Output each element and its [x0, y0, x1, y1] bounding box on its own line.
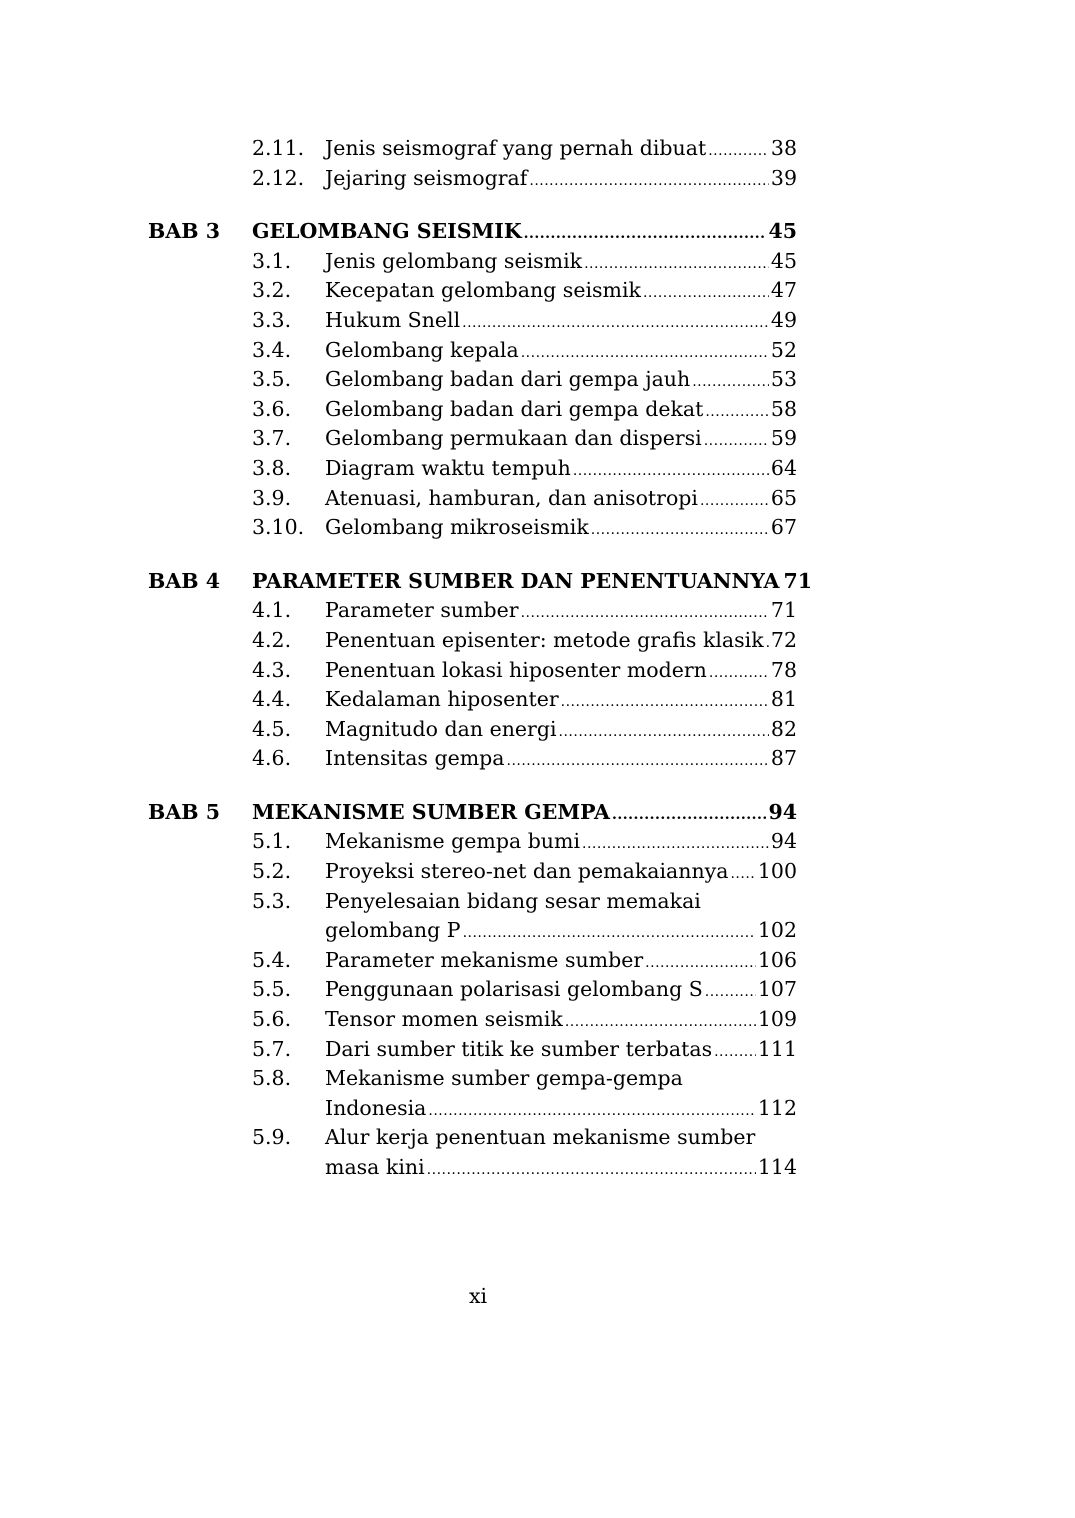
page-ref: 112 [757, 1095, 797, 1120]
dot-leader [529, 167, 769, 197]
page-ref: 106 [757, 947, 797, 972]
section-title: Parameter mekanisme sumber [325, 947, 644, 972]
toc-row [0, 827, 1075, 857]
page-ref: 72 [770, 627, 797, 652]
page-ref: 107 [757, 977, 797, 1002]
section-entry [325, 395, 797, 428]
page-ref: 71 [783, 568, 812, 593]
section-title-line: Penyelesaian bidang sesar memakai [325, 888, 701, 913]
section-entry [325, 827, 797, 860]
page-number: xi [468, 1284, 488, 1308]
toc-row [0, 365, 1075, 395]
section-number: 5.9. [252, 1125, 292, 1150]
section-title: Kecepatan gelombang seismik [325, 278, 641, 303]
toc-row [0, 656, 1075, 686]
dot-leader [708, 137, 769, 167]
toc-row [0, 1123, 1075, 1153]
section-entry [325, 306, 797, 339]
page-ref: 94 [770, 829, 797, 854]
section-title: Jenis gelombang seismik [325, 248, 583, 273]
section-title: Tensor momen seismik [325, 1007, 563, 1032]
chapter-entry [252, 217, 797, 250]
section-entry [325, 164, 797, 197]
dot-leader [704, 427, 769, 457]
section-title: Gelombang badan dari gempa dekat [325, 396, 704, 421]
page-ref: 45 [768, 219, 797, 244]
toc-chapter-row [0, 567, 1075, 597]
page-ref: 82 [770, 716, 797, 741]
dot-leader [730, 860, 755, 890]
toc-row [0, 946, 1075, 976]
toc-row [0, 306, 1075, 336]
section-title: Indonesia [325, 1095, 427, 1120]
chapter-title: PARAMETER SUMBER DAN PENENTUANNYA [252, 568, 780, 593]
page-ref: 114 [757, 1155, 797, 1179]
section-entry [325, 656, 797, 689]
page-ref: 78 [770, 657, 797, 682]
toc-row [0, 1064, 1075, 1094]
section-gap [0, 543, 1075, 567]
dot-leader [643, 279, 769, 309]
chapter-title: MEKANISME SUMBER GEMPA [252, 799, 610, 824]
section-title: Penentuan episenter: metode grafis klasik [325, 627, 764, 652]
toc-row [0, 1035, 1075, 1065]
dot-leader [705, 398, 769, 428]
section-title: Kedalaman hiposenter [325, 687, 559, 712]
toc-row [0, 395, 1075, 425]
section-number: 3.9. [252, 485, 292, 510]
toc-row [0, 134, 1075, 164]
section-entry [325, 626, 797, 659]
section-number: 4.2. [252, 627, 292, 652]
section-number: 3.5. [252, 367, 292, 392]
page-ref: 94 [768, 799, 797, 824]
section-number: 3.10. [252, 515, 305, 540]
toc-row [0, 336, 1075, 366]
page-ref: 52 [770, 337, 797, 362]
chapter-label: BAB 3 [148, 219, 220, 244]
dot-leader [645, 949, 756, 979]
section-number: 3.3. [252, 307, 292, 332]
dot-leader [591, 516, 769, 546]
section-number: 4.3. [252, 657, 292, 682]
dot-leader [463, 919, 756, 949]
section-title: Diagram waktu tempuh [325, 455, 571, 480]
page-ref: 65 [770, 485, 797, 510]
toc-row [0, 975, 1075, 1005]
section-title: Penggunaan polarisasi gelombang S [325, 977, 703, 1002]
section-entry [325, 685, 797, 718]
toc-row [0, 164, 1075, 194]
section-number: 3.4. [252, 337, 292, 362]
section-number: 3.2. [252, 278, 292, 303]
section-title-line: Alur kerja penentuan mekanisme sumber [325, 1125, 756, 1150]
toc-row [0, 484, 1075, 514]
dot-leader [559, 718, 769, 748]
dot-leader [507, 747, 769, 777]
page-ref: 71 [770, 598, 797, 623]
section-title: Jejaring seismograf [325, 165, 528, 190]
page-ref: 87 [770, 746, 797, 771]
section-title: gelombang P [325, 918, 461, 943]
page-ref: 58 [770, 396, 797, 421]
section-entry [325, 975, 797, 1008]
dot-leader [766, 629, 769, 659]
section-entry [325, 247, 797, 280]
dot-leader [709, 659, 769, 689]
dot-leader [462, 309, 769, 339]
dot-leader [565, 1008, 756, 1038]
dot-leader [692, 368, 769, 398]
dot-leader [584, 250, 769, 280]
dot-leader [573, 457, 769, 487]
toc-row [0, 887, 1075, 917]
section-title: Jenis seismograf yang pernah dibuat [325, 136, 707, 160]
page-ref: 45 [770, 248, 797, 273]
section-entry [325, 1005, 797, 1038]
section-number: 3.6. [252, 396, 292, 421]
section-title: Magnitudo dan energi [325, 716, 557, 741]
section-entry [325, 744, 797, 777]
toc-row-continuation [0, 1094, 1075, 1124]
section-title: Gelombang kepala [325, 337, 519, 362]
section-entry [325, 857, 797, 890]
page-ref: 102 [757, 918, 797, 943]
section-entry [325, 276, 797, 309]
chapter-label: BAB 5 [148, 799, 220, 824]
dot-leader [428, 1097, 755, 1127]
section-title: masa kini [325, 1155, 425, 1179]
toc-row [0, 424, 1075, 454]
toc-row [0, 513, 1075, 543]
section-number: 5.4. [252, 947, 292, 972]
toc-row [0, 596, 1075, 626]
chapter-label: BAB 4 [148, 568, 220, 593]
section-title: Proyeksi stereo-net dan pemakaiannya [325, 859, 729, 884]
section-number: 4.1. [252, 598, 292, 623]
dot-leader [524, 220, 767, 250]
section-entry [325, 946, 797, 979]
page-ref: 111 [757, 1036, 797, 1061]
section-number: 4.5. [252, 716, 292, 741]
section-number: 4.4. [252, 687, 292, 712]
section-number: 3.1. [252, 248, 292, 273]
toc-row [0, 857, 1075, 887]
chapter-entry [252, 798, 797, 831]
section-title: Hukum Snell [325, 307, 461, 332]
page-ref: 38 [770, 136, 797, 160]
chapter-title: GELOMBANG SEISMIK [252, 219, 522, 244]
chapter-entry [252, 567, 812, 600]
section-entry [325, 1035, 797, 1068]
section-title: Gelombang badan dari gempa jauh [325, 367, 691, 392]
section-entry [325, 1153, 797, 1186]
section-title: Parameter sumber [325, 598, 519, 623]
page-ref: 47 [770, 278, 797, 303]
page-ref: 109 [757, 1007, 797, 1032]
section-title: Penentuan lokasi hiposenter modern [325, 657, 707, 682]
section-entry [325, 336, 797, 369]
toc-row-continuation [0, 1153, 1075, 1183]
table-of-contents [0, 134, 1075, 1183]
page-ref: 67 [770, 515, 797, 540]
section-entry [325, 596, 797, 629]
toc-row [0, 454, 1075, 484]
page-ref: 100 [757, 859, 797, 884]
dot-leader [705, 978, 756, 1008]
section-entry [325, 715, 797, 748]
page-ref: 39 [770, 165, 797, 190]
toc-row-continuation [0, 916, 1075, 946]
page-ref: 49 [770, 307, 797, 332]
section-title: Mekanisme gempa bumi [325, 829, 581, 854]
section-number: 3.7. [252, 426, 292, 451]
section-number: 5.2. [252, 859, 292, 884]
section-title: Atenuasi, hamburan, dan anisotropi [325, 485, 698, 510]
page-ref: 81 [770, 687, 797, 712]
section-number: 2.12. [252, 165, 305, 190]
page-ref: 64 [770, 455, 797, 480]
toc-row [0, 685, 1075, 715]
toc-row [0, 744, 1075, 774]
section-entry [325, 513, 797, 546]
section-title-line: Mekanisme sumber gempa-gempa [325, 1066, 683, 1091]
section-entry [325, 484, 797, 517]
dot-leader [612, 801, 767, 831]
section-gap [0, 193, 1075, 217]
dot-leader [700, 487, 769, 517]
section-number: 5.3. [252, 888, 292, 913]
section-entry [325, 424, 797, 457]
section-number: 5.8. [252, 1066, 292, 1091]
section-number: 5.7. [252, 1036, 292, 1061]
section-entry [325, 454, 797, 487]
section-title: Intensitas gempa [325, 746, 505, 771]
dot-leader [582, 830, 769, 860]
section-gap [0, 774, 1075, 798]
page-ref: 53 [770, 367, 797, 392]
section-number: 5.1. [252, 829, 292, 854]
section-title: Dari sumber titik ke sumber terbatas [325, 1036, 713, 1061]
toc-chapter-row [0, 217, 1075, 247]
toc-row [0, 1005, 1075, 1035]
section-entry [325, 365, 797, 398]
toc-row [0, 626, 1075, 656]
section-number: 5.6. [252, 1007, 292, 1032]
section-number: 2.11. [252, 136, 305, 160]
section-title: Gelombang permukaan dan dispersi [325, 426, 702, 451]
toc-row [0, 276, 1075, 306]
section-entry [325, 916, 797, 949]
dot-leader [427, 1156, 756, 1186]
dot-leader [521, 599, 769, 629]
dot-leader [714, 1038, 756, 1068]
section-entry [325, 1094, 797, 1127]
toc-row [0, 247, 1075, 277]
section-title: Gelombang mikroseismik [325, 515, 589, 540]
section-entry [325, 134, 797, 167]
dot-leader [521, 339, 769, 369]
toc-row [0, 715, 1075, 745]
section-number: 3.8. [252, 455, 292, 480]
section-number: 5.5. [252, 977, 292, 1002]
toc-chapter-row [0, 798, 1075, 828]
page-ref: 59 [770, 426, 797, 451]
section-number: 4.6. [252, 746, 292, 771]
dot-leader [561, 688, 769, 718]
